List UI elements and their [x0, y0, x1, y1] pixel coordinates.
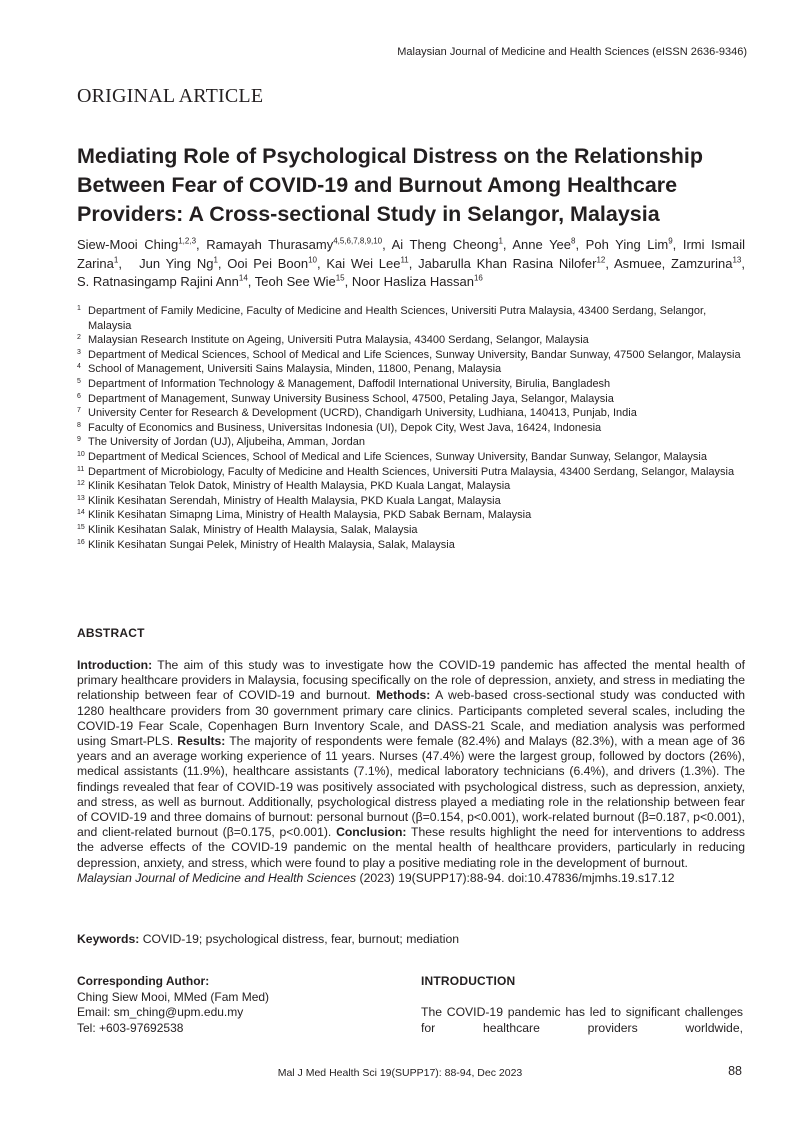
author: Ooi Pei Boon$^{10}$ [227, 255, 318, 271]
article-type: ORIGINAL ARTICLE [77, 85, 264, 107]
affiliation-item: 8 Faculty of Economics and Business, Universitas Indonesia (UI), Depok City, West Java, 16424, Indonesia [77, 421, 602, 434]
citation-journal: Malaysian Journal of Medicine and Health Sciences [77, 871, 357, 885]
affiliation-item: 5 Department of Information Technology & Management, Daffodil International University, Birulia, Bangladesh [77, 377, 611, 390]
author: Anne Yee$^8$ [512, 236, 576, 252]
corresponding-author [77, 974, 397, 1036]
author: Jun Ying Ng$^1$ [139, 255, 218, 271]
affiliation-item: 16 Klinik Kesihatan Sungai Pelek, Ministry of Health Malaysia, Salak, Malaysia [77, 538, 455, 551]
author: Noor Hasliza Hassan$^{16}$ [351, 273, 483, 289]
introduction-text: The COVID-19 pandemic has led to significant challenges for healthcare providers worldwide, [421, 1005, 743, 1035]
abstract-methods-label: Methods: [376, 688, 431, 703]
abstract-body [77, 658, 745, 871]
author: Kai Wei Lee$^{11}$ [326, 255, 409, 271]
affiliation-item: 9 The University of Jordan (UJ), Aljubeiha, Amman, Jordan [77, 436, 365, 449]
author: Ramayah Thurasamy$^{4,5,6,7,8,9,10}$ [206, 236, 383, 252]
abstract-introduction-label: Introduction: [77, 658, 153, 672]
corresponding-author-name: Ching Siew Mooi, MMed (Fam Med) [77, 989, 270, 1004]
author: Jabarulla Khan Rasina Nilofer$^{12}$ [418, 255, 606, 271]
affiliation-item: 7 University Center for Research & Development (UCRD), Chandigarh University, Ludhiana, 140413, Punjab, India [77, 407, 637, 420]
affiliation-list [77, 304, 745, 552]
abstract-results-text: The majority of respondents were female (82.4%) and Malays (82.3%), with a mean age of 36 years and an average working experience of 11 years. Nurses (47.4%) were the largest group, followed by doctors (26%), medical assistants (11.9%), healthcare assistants (7.1%), medical laboratory technicians (6.4%), and drivers (1.3%). The findings revealed that fear of COVID-19 was positively associated with psychological distress, such as depression, anxiety, and stress, as well as burnout. Additionally, psychological distress played a mediating role in the relationship between fear of COVID-19 and three domains of burnout: personal burnout (β=0.154, p<0.001), work-related burnout (β=0.187, p<0.001), and client-related burnout (β=0.175, p<0.001). [77, 734, 745, 840]
affiliation-item: 2 Malaysian Research Institute on Ageing, Universiti Putra Malaysia, 43400 Serdang, Selangor, Malaysia [77, 334, 589, 347]
abstract-heading: ABSTRACT [77, 626, 145, 640]
affiliation-item: 13 Klinik Kesihatan Serendah, Ministry of Health Malaysia, PKD Kuala Langat, Malaysia [77, 494, 501, 507]
journal-header: Malaysian Journal of Medicine and Health Sciences (eISSN 2636-9346) [397, 46, 747, 58]
author: S. Ratnasingamp Rajini Ann$^{14}$ [77, 273, 248, 289]
affiliation-item: 4 School of Management, Universiti Sains Malaysia, Minden, 11800, Penang, Malaysia [77, 363, 502, 376]
keywords-label: Keywords: [77, 932, 140, 946]
citation-details: (2023) 19(SUPP17):88-94. doi:10.47836/mjmhs.19.s17.12 [356, 871, 675, 885]
corresponding-author-label: Corresponding Author: [77, 974, 210, 988]
corresponding-author-email: Email: sm_ching@upm.edu.my [77, 1005, 244, 1019]
abstract-introduction-text: The aim of this study was to investigate how the COVID-19 pandemic has affected the mental health of primary healthcare providers in Malaysia, focusing specifically on the role of depression, anxiety, and stress in mediating the relationship between fear of COVID-19 and burnout. [77, 658, 745, 703]
author-list: Siew-Mooi Ching$^{1,2,3}$, Ramayah Thurasamy$^{4,5,6,7,8,9,10}$, Ai Theng Cheong$^1$, Anne Yee$^8$, Poh Ying Lim$^9$, Irmi Ismail Zarina$^1$, Jun Ying Ng$^1$, Ooi Pei Boon$^{10}$, Kai Wei Lee$^{11}$, Jabarulla Khan Rasina Nilofer$^{12}$, Asmuee, Zamzurina$^{13}$, S. Ratnasingamp Rajini Ann$^{14}$, Teoh See Wie$^{15}$, Noor Hasliza Hassan$^{16}$ [77, 236, 745, 289]
abstract-conclusion-text: These results highlight the need for interventions to address the adverse effects of the COVID-19 pandemic on the mental health of healthcare providers, particularly in reducing depression, anxiety, and stress, which were found to play a positive mediating role in the development of burnout. [77, 825, 745, 870]
author: Ai Theng Cheong$^1$ [391, 236, 503, 252]
affiliation-item: 6 Department of Management, Sunway University Business School, 47500, Petaling Jaya, Selangor, Malaysia [77, 392, 614, 405]
affiliation-item: 3 Department of Medical Sciences, School of Medical and Life Sciences, Sunway University, Bandar Sunway, 47500 Selangor, Malaysia [77, 348, 741, 361]
corresponding-author-tel: Tel: +603-97692538 [77, 1020, 184, 1035]
page-number: 88 [728, 1064, 742, 1078]
author: Irmi Ismail Zarina$^1$ [77, 237, 745, 271]
affiliation-item: 1 Department of Family Medicine, Faculty of Medicine and Health Sciences, Universiti Putra Malaysia, 43400 Serdang, Selangor, Malaysia [77, 305, 707, 332]
keywords [77, 932, 745, 946]
affiliation-item: 14 Klinik Kesihatan Simapng Lima, Ministry of Health Malaysia, PKD Sabak Bernam, Malaysia [77, 509, 532, 522]
affiliation-item: 11 Department of Microbiology, Faculty of Medicine and Health Sciences, Universiti Putra Malaysia, 43400 Serdang, Selangor, Malaysia [77, 465, 735, 478]
footer-citation: Mal J Med Health Sci 19(SUPP17): 88-94, Dec 2023 [277, 1067, 523, 1079]
article-citation [77, 871, 745, 886]
affiliation-item: 12 Klinik Kesihatan Telok Datok, Ministry of Health Malaysia, PKD Kuala Langat, Malaysia [77, 480, 511, 493]
keywords-text: COVID-19; psychological distress, fear, burnout; mediation [139, 932, 460, 946]
abstract-results-label: Results: [177, 734, 226, 749]
author: Teoh See Wie$^{15}$ [254, 273, 345, 289]
affiliation-item: 10 Department of Medical Sciences, School of Medical and Life Sciences, Sunway University, Bandar Sunway, Selangor, Malaysia [77, 450, 707, 463]
introduction-heading: INTRODUCTION [421, 974, 516, 988]
article-title: Mediating Role of Psychological Distress on the Relationship Between Fear of COVID-19 and Burnout Among Healthcare Providers: A Cross-sectional Study in Selangor, Malaysia [77, 144, 703, 226]
affiliation-item: 15 Klinik Kesihatan Salak, Ministry of Health Malaysia, Salak, Malaysia [77, 523, 418, 536]
author: Siew-Mooi Ching$^{1,2,3}$ [77, 236, 197, 252]
author: Asmuee, Zamzurina$^{13}$ [613, 255, 742, 271]
author: Poh Ying Lim$^9$ [585, 236, 673, 252]
abstract-methods-text: A web-based cross-sectional study was conducted with 1280 healthcare providers from 30 government primary care clinics. Participants completed several scales, including the COVID-19 Fear Scale, Copenhagen Burn Inventory Scale, and DASS-21 Scale, and mediation analysis was performed using Smart-PLS. [77, 688, 746, 749]
abstract-conclusion-label: Conclusion: [336, 825, 407, 840]
